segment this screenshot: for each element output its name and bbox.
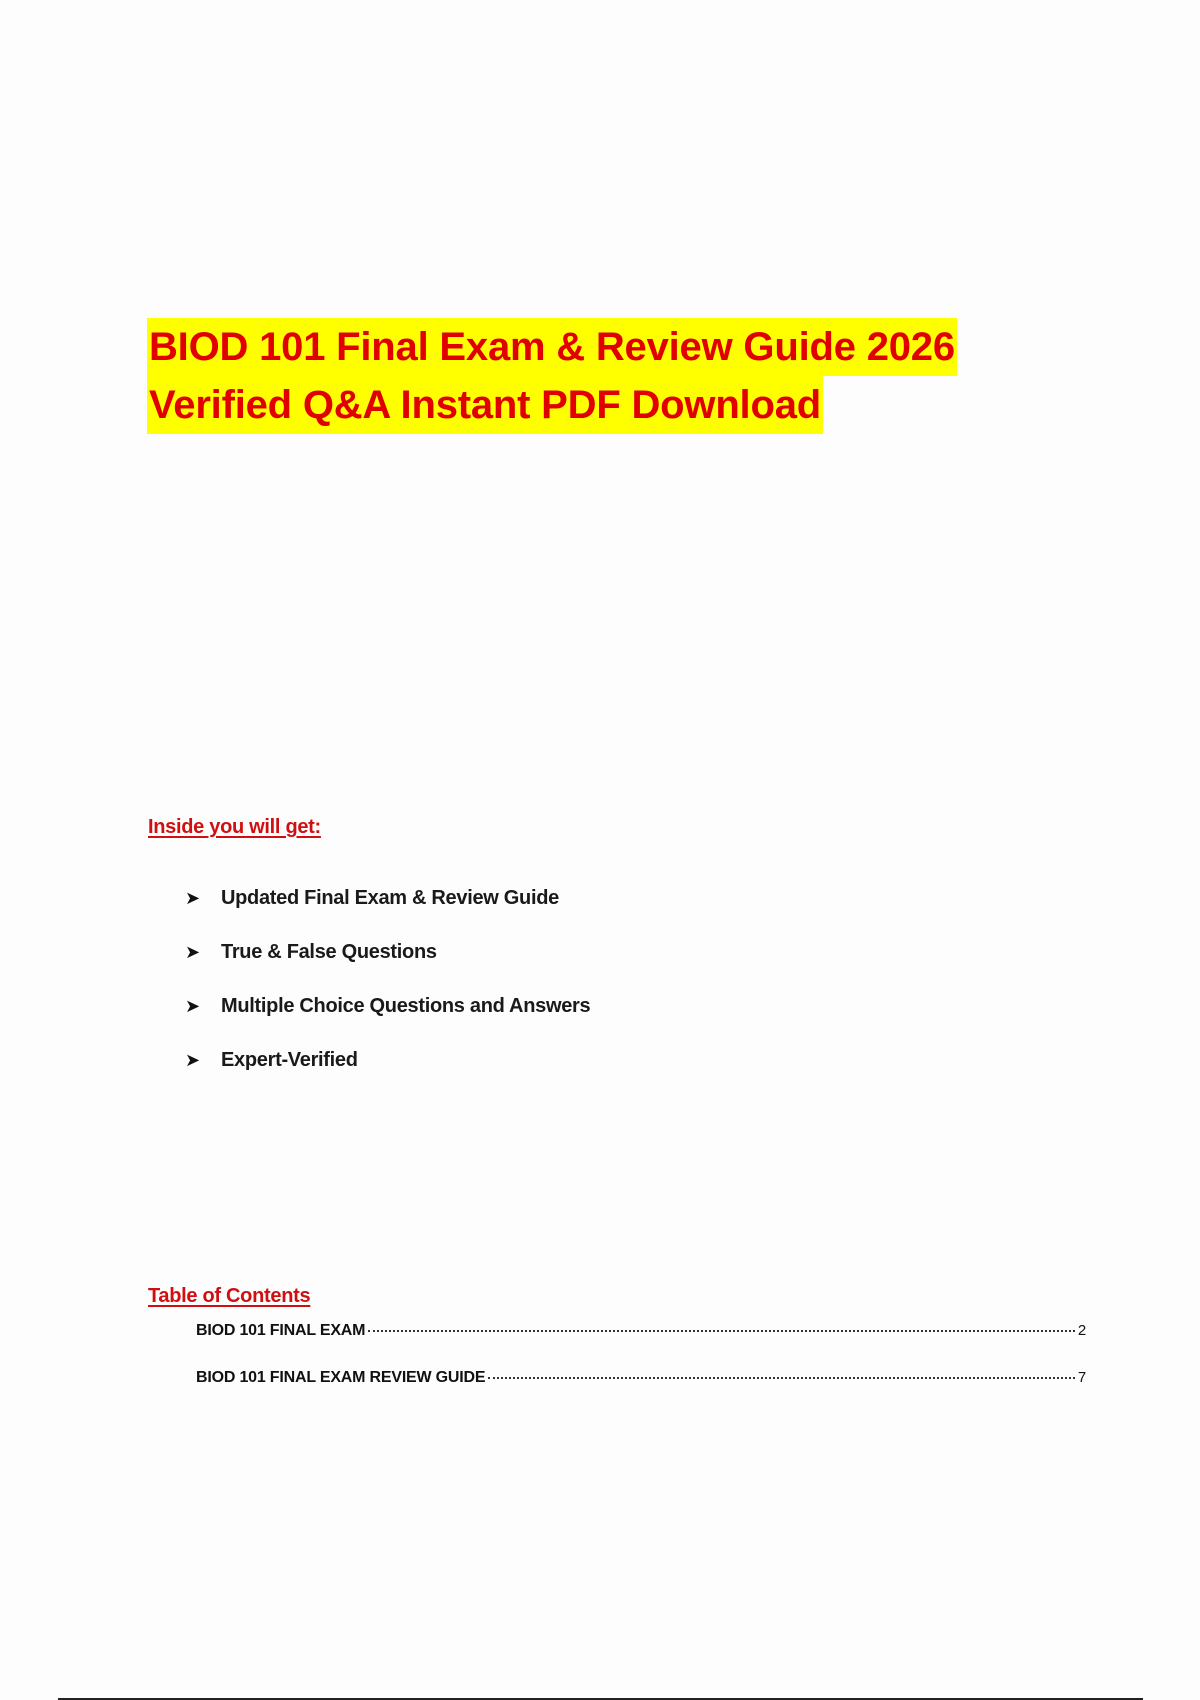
toc-page-number: 7 [1077,1369,1086,1386]
toc-dot-leader [368,1330,1075,1332]
table-of-contents [196,1322,1086,1416]
list-item-label: Updated Final Exam & Review Guide [221,886,559,909]
toc-entry[interactable] [196,1322,1086,1369]
document-title [147,318,1047,434]
list-item [185,979,590,1033]
list-item [185,925,590,979]
title-line-1: BIOD 101 Final Exam & Review Guide 2026 [147,318,957,376]
toc-page-number: 2 [1077,1322,1086,1339]
arrowhead-bullet-icon: ➤ [185,942,200,962]
toc-entry[interactable] [196,1369,1086,1416]
inside-heading: Inside you will get: [148,816,321,838]
toc-dot-leader [488,1377,1074,1379]
list-item-label: Multiple Choice Questions and Answers [221,994,591,1017]
arrowhead-bullet-icon: ➤ [185,996,200,1016]
arrowhead-bullet-icon: ➤ [185,1050,200,1070]
toc-entry-label[interactable]: BIOD 101 FINAL EXAM [196,1322,366,1339]
arrowhead-bullet-icon: ➤ [185,888,200,908]
feature-list [185,871,590,1087]
toc-entry-label[interactable]: BIOD 101 FINAL EXAM REVIEW GUIDE [196,1369,486,1386]
list-item [185,1033,590,1087]
list-item [185,871,590,925]
toc-heading: Table of Contents [148,1285,311,1307]
list-item-label: True & False Questions [221,940,437,963]
list-item-label: Expert-Verified [221,1048,358,1071]
title-line-2: Verified Q&A Instant PDF Download [147,376,823,434]
